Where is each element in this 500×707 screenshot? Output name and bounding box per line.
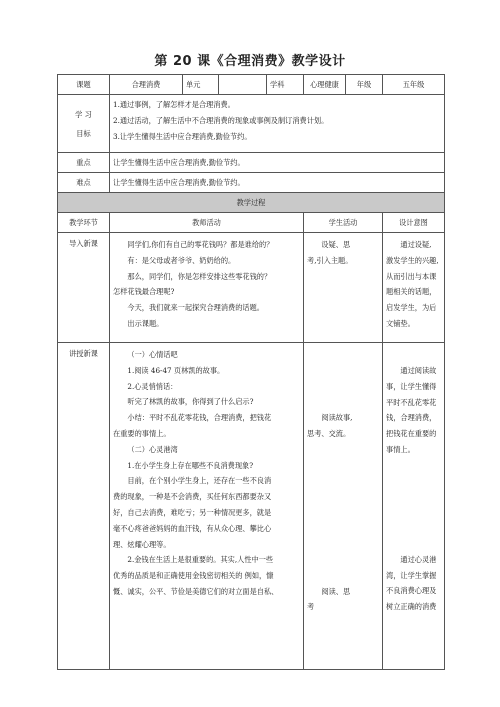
grade-label: 年级	[346, 75, 383, 95]
learn-student-line: 思考、交流。	[307, 428, 351, 438]
intro-intent-line: 从而引出与本课	[386, 271, 437, 281]
learn-teacher-line: 费的现象，一种是不会消费，买任何东西都要杂又	[113, 492, 272, 502]
page-title: 第 20 课《合理消费》教学设计	[154, 54, 346, 69]
intro-teacher-line: 有：是父母或者爷爷、奶奶给的。	[127, 255, 236, 265]
goals-content	[110, 95, 445, 153]
intro-teacher-line: 同学们,你们有自己的零花钱吗？都是谁给的？	[127, 240, 274, 249]
learn-intent-line: 树立正确的消费	[386, 602, 437, 612]
difficulty-label: 难点	[58, 173, 110, 193]
header-row	[58, 75, 445, 95]
col-student: 学生活动	[304, 213, 383, 233]
goal-item: 1.通过事例，了解怎样才是合理消费。	[113, 100, 235, 109]
difficulty-text: 让学生懂得生活中应合理消费,勤俭节约。	[110, 173, 445, 193]
learn-student	[304, 343, 383, 670]
unit-value	[219, 75, 267, 95]
lesson-value: 合理消费	[110, 75, 183, 95]
learn-intent-line: 通过阅读故	[400, 366, 437, 375]
subject-label: 学科	[267, 75, 304, 95]
intro-teacher-line: 那么，同学们，你是怎样安排这些零花钱的？	[127, 271, 272, 281]
grade-value: 五年级	[383, 75, 445, 95]
learn-teacher-line: （一）心情话吧	[127, 350, 178, 359]
intro-intent-line: 题相关的话题，	[386, 287, 437, 297]
learn-teacher-line: 在重要的事情上。	[113, 428, 171, 438]
col-intent: 设计意图	[383, 213, 445, 233]
process-header-row	[58, 193, 445, 213]
col-stage: 教学环节	[58, 213, 110, 233]
learn-intent-line: 不良消费心理及	[386, 586, 437, 596]
learn-intent-line: 平时不乱花零花	[386, 397, 437, 407]
learn-teacher	[110, 343, 304, 670]
key-point-text: 让学生懂得生活中应合理消费,勤俭节约。	[110, 153, 445, 173]
learn-teacher-line: 目前，在个别小学生身上，还存在一些不良消	[127, 476, 272, 486]
learn-teacher-line: （二）心灵港湾	[127, 444, 178, 454]
learn-intent-line: 事情上。	[386, 444, 415, 454]
learn-teacher-line: 1.阅读 46-47 页林凯的故事。	[127, 365, 225, 375]
goals-row	[58, 95, 445, 153]
learn-intent	[383, 343, 445, 670]
difficulty-row	[58, 173, 445, 193]
intro-student	[304, 233, 383, 343]
goal-item: 2.通过活动，了解生活中不合理消费的现象或事例及制订消费计划。	[113, 116, 329, 125]
learn-intent-line: 把钱花在重要的	[386, 429, 437, 439]
goals-label	[58, 95, 110, 153]
learn-teacher-line: 理、炫耀心理等。	[113, 539, 171, 549]
intro-intent-line: 文铺垫。	[386, 318, 415, 328]
learn-teacher-line: 好，自己去消费，难吃亏；另一种情况更多，就是	[113, 507, 272, 517]
intro-student-line: 考,引入主题。	[307, 255, 353, 265]
goals-label-line1: 学 习	[75, 109, 92, 119]
intro-row	[58, 233, 445, 343]
learn-teacher-line: 小结：平时不乱花零花钱，合理消费，把钱花	[127, 413, 272, 423]
key-point-row	[58, 153, 445, 173]
lesson-label: 课题	[58, 75, 110, 95]
process-header: 教学过程	[58, 193, 445, 213]
intro-student-line: 设疑、思	[321, 240, 351, 249]
learn-intent-line: 湾，让学生掌握	[386, 570, 437, 580]
goals-label-line2: 目标	[76, 128, 91, 138]
learn-row	[58, 343, 445, 670]
column-header-row	[58, 213, 445, 233]
lesson-plan-table	[57, 74, 445, 670]
learn-teacher-line: 慨、诚实，公平、节俭是美德它们的对立面是自私、	[113, 586, 279, 596]
intro-intent	[383, 233, 445, 343]
goal-item: 3.让学生懂得生活中应合理消费,勤俭节约。	[113, 132, 252, 141]
learn-teacher-line: 1.在小学生身上存在哪些不良消费现象?	[127, 460, 254, 470]
intro-teacher	[110, 233, 304, 343]
learn-stage: 讲授新课	[58, 343, 110, 670]
intro-teacher-line: 怎样花钱最合理呢?	[113, 287, 175, 297]
intro-intent-line: 激发学生的兴趣,	[386, 255, 439, 265]
learn-student-line: 考	[307, 602, 315, 612]
learn-intent-line: 钱，合理消费，	[386, 413, 437, 423]
learn-intent-line: 通过心灵港	[400, 554, 437, 564]
learn-teacher-line: 2.金钱在生活上是很重要的。其实,人性中一些	[127, 555, 274, 565]
unit-label: 单元	[183, 75, 219, 95]
intro-intent-line: 启发学生，为后	[386, 303, 437, 313]
learn-teacher-line: 毫不心疼爸爸妈妈的血汗钱，有从众心理、攀比心	[113, 523, 272, 533]
intro-teacher-line: 今天，我们就来一起探究合理消费的话题。	[127, 303, 264, 313]
subject-value: 心理健康	[304, 75, 346, 95]
intro-teacher-line: 出示课题。	[127, 318, 164, 328]
learn-student-line: 阅读故事,	[321, 413, 353, 422]
intro-intent-line: 通过设疑,	[400, 240, 432, 249]
learn-teacher-line: 2.心灵悄悄话：	[127, 381, 178, 391]
key-point-label: 重点	[58, 153, 110, 173]
learn-teacher-line: 优秀的品质是和正确使用金钱密切相关的 例如，慷	[113, 571, 274, 581]
intro-stage: 导入新课	[58, 233, 110, 343]
col-teacher: 教师活动	[110, 213, 304, 233]
learn-teacher-line: 听完了林凯的故事，你得到了什么启示?	[127, 397, 254, 407]
learn-student-line: 阅读、思	[321, 586, 351, 596]
learn-intent-line: 事，让学生懂得	[386, 381, 437, 391]
